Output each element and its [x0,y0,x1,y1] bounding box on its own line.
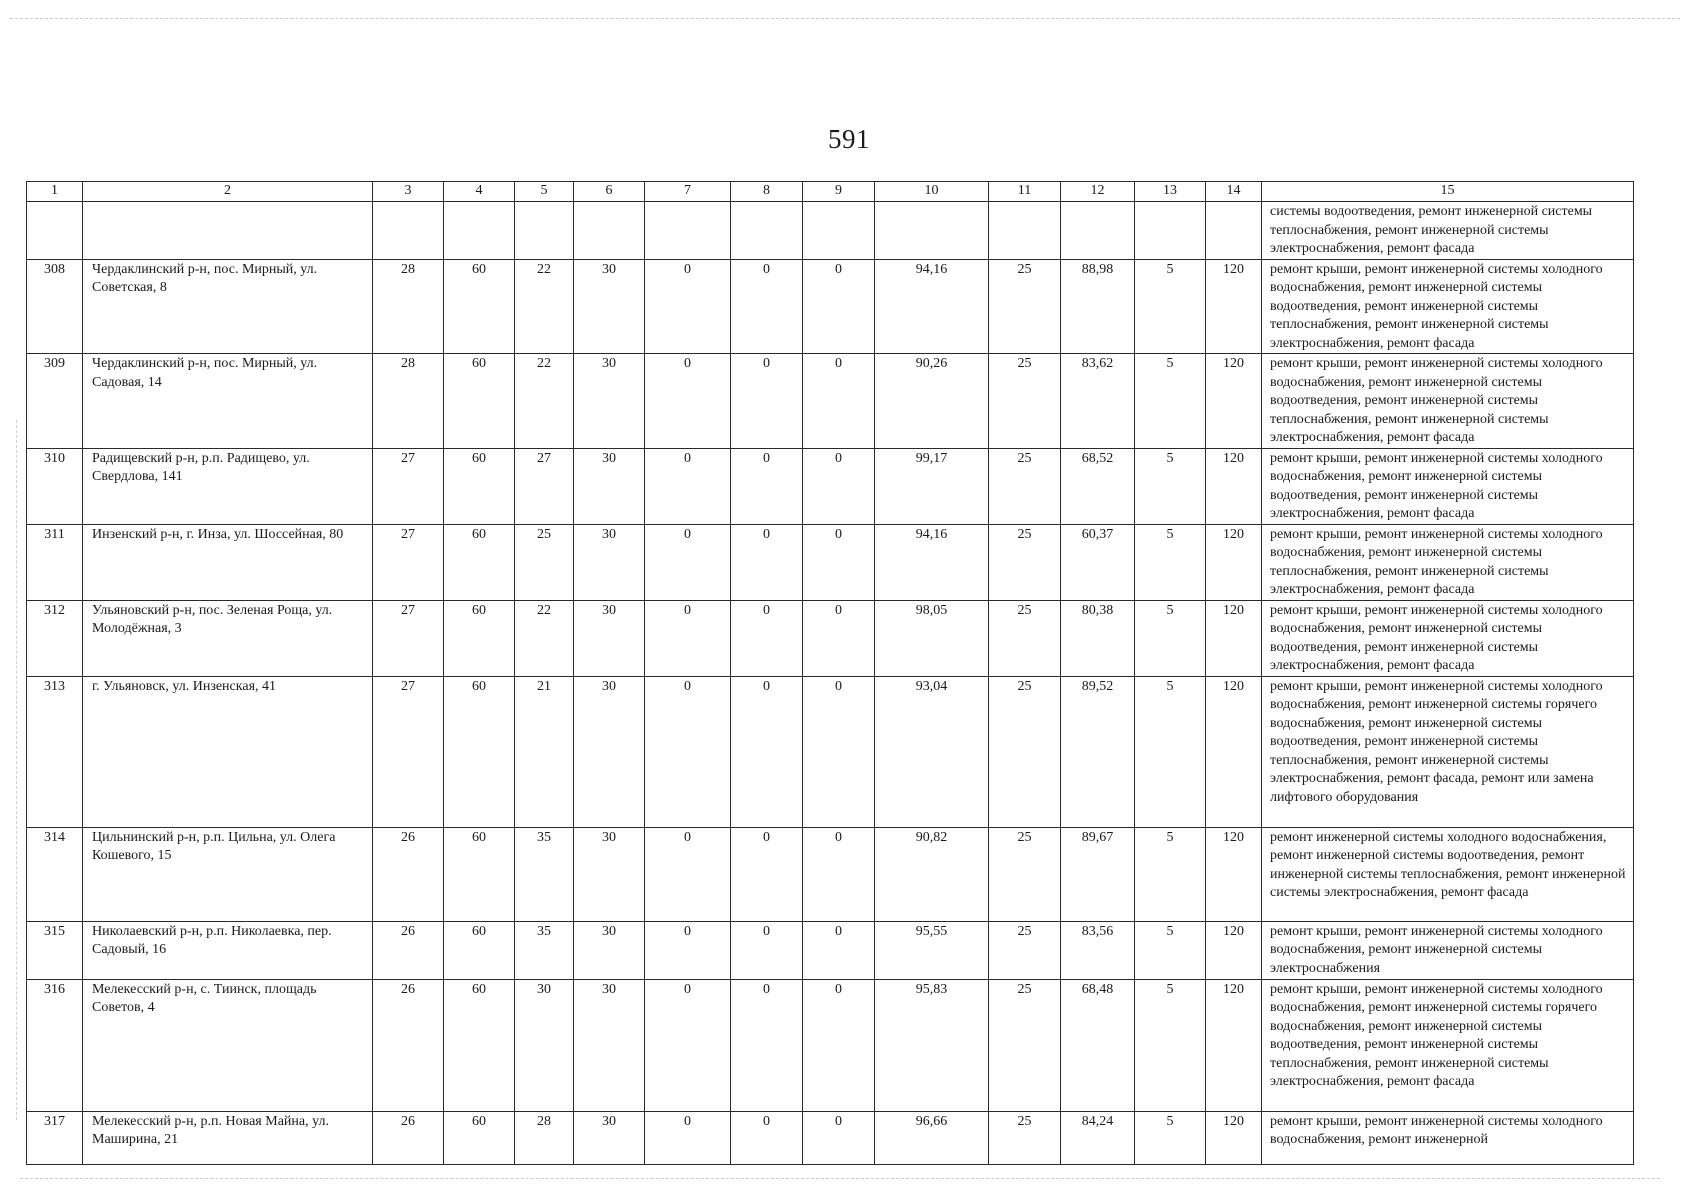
value-cell-6: 30 [574,354,645,449]
value-cell-11: 25 [989,600,1061,676]
empty-cell [875,202,989,260]
value-cell-13: 5 [1135,259,1206,354]
header-cell: 12 [1061,182,1135,202]
value-cell-6: 30 [574,600,645,676]
address-cell: Чердаклинский р-н, пос. Мирный, ул. Советская, 8 [83,259,373,354]
empty-cell [1061,202,1135,260]
value-cell-8: 0 [731,600,803,676]
value-cell-10: 90,82 [875,827,989,921]
value-cell-5: 25 [515,524,574,600]
table-row [27,524,1634,600]
value-cell-8: 0 [731,524,803,600]
value-cell-10: 94,16 [875,259,989,354]
address-cell: Инзенский р-н, г. Инза, ул. Шоссейная, 80 [83,524,373,600]
value-cell-11: 25 [989,524,1061,600]
header-cell: 2 [83,182,373,202]
scan-edge-left [16,420,17,1120]
works-cell: ремонт крыши, ремонт инженерной системы холодного водоснабжения, ремонт инженерной системы горячего водоснабжения, ремонт инженерной системы водоотведения, ремонт инженерной системы теплоснабжения, ремонт инженерной системы электроснабжения, ремонт фасада [1262,979,1634,1111]
value-cell-6: 30 [574,1111,645,1164]
value-cell-13: 5 [1135,676,1206,827]
table-row [27,827,1634,921]
value-cell-7: 0 [645,921,731,979]
value-cell-5: 22 [515,259,574,354]
row-number-cell: 313 [27,676,83,827]
value-cell-14: 120 [1206,827,1262,921]
table-row [27,354,1634,449]
value-cell-3: 27 [373,524,444,600]
value-cell-3: 27 [373,600,444,676]
empty-cell [373,202,444,260]
header-cell: 11 [989,182,1061,202]
value-cell-12: 83,62 [1061,354,1135,449]
header-cell: 13 [1135,182,1206,202]
works-cell: ремонт крыши, ремонт инженерной системы холодного водоснабжения, ремонт инженерной [1262,1111,1634,1164]
value-cell-10: 90,26 [875,354,989,449]
value-cell-11: 25 [989,827,1061,921]
value-cell-11: 25 [989,354,1061,449]
row-number-cell: 308 [27,259,83,354]
value-cell-10: 95,55 [875,921,989,979]
works-cell: ремонт крыши, ремонт инженерной системы холодного водоснабжения, ремонт инженерной системы теплоснабжения, ремонт инженерной системы электроснабжения, ремонт фасада [1262,524,1634,600]
value-cell-4: 60 [444,600,515,676]
empty-cell [645,202,731,260]
empty-cell [731,202,803,260]
value-cell-10: 99,17 [875,448,989,524]
row-number-cell: 316 [27,979,83,1111]
table-row [27,259,1634,354]
value-cell-8: 0 [731,259,803,354]
value-cell-3: 27 [373,448,444,524]
value-cell-12: 89,67 [1061,827,1135,921]
table-body [27,202,1634,1165]
value-cell-14: 120 [1206,448,1262,524]
value-cell-13: 5 [1135,600,1206,676]
value-cell-7: 0 [645,448,731,524]
value-cell-10: 93,04 [875,676,989,827]
value-cell-3: 26 [373,827,444,921]
column-number-row [27,182,1634,202]
address-cell: Радищевский р-н, р.п. Радищево, ул. Свердлова, 141 [83,448,373,524]
value-cell-10: 94,16 [875,524,989,600]
works-cell: ремонт крыши, ремонт инженерной системы холодного водоснабжения, ремонт инженерной системы водоотведения, ремонт инженерной системы теплоснабжения, ремонт инженерной системы электроснабжения, ремонт фасада [1262,354,1634,449]
value-cell-12: 84,24 [1061,1111,1135,1164]
value-cell-7: 0 [645,600,731,676]
header-cell: 6 [574,182,645,202]
empty-cell [989,202,1061,260]
value-cell-3: 28 [373,354,444,449]
value-cell-7: 0 [645,259,731,354]
value-cell-4: 60 [444,676,515,827]
repair-table [26,181,1634,1165]
works-cell: ремонт крыши, ремонт инженерной системы холодного водоснабжения, ремонт инженерной системы водоотведения, ремонт инженерной системы теплоснабжения, ремонт инженерной системы электроснабжения, ремонт фасада [1262,259,1634,354]
value-cell-14: 120 [1206,1111,1262,1164]
value-cell-10: 95,83 [875,979,989,1111]
value-cell-3: 27 [373,676,444,827]
empty-cell [1206,202,1262,260]
value-cell-5: 35 [515,827,574,921]
value-cell-14: 120 [1206,979,1262,1111]
header-cell: 9 [803,182,875,202]
empty-cell [515,202,574,260]
value-cell-5: 21 [515,676,574,827]
value-cell-3: 28 [373,259,444,354]
header-cell: 1 [27,182,83,202]
value-cell-12: 68,52 [1061,448,1135,524]
value-cell-6: 30 [574,524,645,600]
scan-edge-top [10,18,1680,19]
value-cell-12: 83,56 [1061,921,1135,979]
value-cell-14: 120 [1206,354,1262,449]
value-cell-6: 30 [574,448,645,524]
value-cell-4: 60 [444,259,515,354]
value-cell-5: 22 [515,354,574,449]
works-cell: ремонт крыши, ремонт инженерной системы холодного водоснабжения, ремонт инженерной системы водоотведения, ремонт инженерной системы электроснабжения, ремонт фасада [1262,600,1634,676]
empty-cell [444,202,515,260]
value-cell-8: 0 [731,354,803,449]
value-cell-9: 0 [803,600,875,676]
address-cell: Мелекесский р-н, с. Тиинск, площадь Советов, 4 [83,979,373,1111]
page-number: 591 [828,124,870,154]
value-cell-13: 5 [1135,979,1206,1111]
value-cell-9: 0 [803,676,875,827]
value-cell-7: 0 [645,524,731,600]
value-cell-11: 25 [989,259,1061,354]
value-cell-13: 5 [1135,524,1206,600]
value-cell-4: 60 [444,354,515,449]
header-cell: 10 [875,182,989,202]
value-cell-7: 0 [645,354,731,449]
value-cell-8: 0 [731,1111,803,1164]
value-cell-6: 30 [574,827,645,921]
value-cell-13: 5 [1135,448,1206,524]
value-cell-7: 0 [645,676,731,827]
value-cell-13: 5 [1135,1111,1206,1164]
value-cell-6: 30 [574,259,645,354]
value-cell-6: 30 [574,921,645,979]
value-cell-11: 25 [989,979,1061,1111]
address-cell: Ульяновский р-н, пос. Зеленая Роща, ул. Молодёжная, 3 [83,600,373,676]
header-cell: 8 [731,182,803,202]
value-cell-14: 120 [1206,259,1262,354]
value-cell-7: 0 [645,827,731,921]
value-cell-8: 0 [731,979,803,1111]
value-cell-8: 0 [731,676,803,827]
value-cell-4: 60 [444,448,515,524]
row-number-cell: 311 [27,524,83,600]
address-cell: Чердаклинский р-н, пос. Мирный, ул. Садовая, 14 [83,354,373,449]
value-cell-12: 80,38 [1061,600,1135,676]
row-number-cell: 314 [27,827,83,921]
value-cell-13: 5 [1135,921,1206,979]
value-cell-8: 0 [731,827,803,921]
address-cell: Цильнинский р-н, р.п. Цильна, ул. Олега Кошевого, 15 [83,827,373,921]
value-cell-5: 35 [515,921,574,979]
value-cell-11: 25 [989,1111,1061,1164]
value-cell-10: 96,66 [875,1111,989,1164]
row-number-cell: 317 [27,1111,83,1164]
header-cell: 15 [1262,182,1634,202]
value-cell-7: 0 [645,1111,731,1164]
value-cell-3: 26 [373,1111,444,1164]
works-cell: ремонт инженерной системы холодного водоснабжения, ремонт инженерной системы водоотведения, ремонт инженерной системы теплоснабжения, ремонт инженерной системы электроснабжения, ремонт фасада [1262,827,1634,921]
value-cell-7: 0 [645,979,731,1111]
value-cell-9: 0 [803,259,875,354]
header-cell: 14 [1206,182,1262,202]
value-cell-12: 88,98 [1061,259,1135,354]
value-cell-9: 0 [803,354,875,449]
value-cell-9: 0 [803,827,875,921]
value-cell-9: 0 [803,1111,875,1164]
value-cell-4: 60 [444,979,515,1111]
row-number-cell: 309 [27,354,83,449]
address-cell: Николаевский р-н, р.п. Николаевка, пер. Садовый, 16 [83,921,373,979]
empty-cell [27,202,83,260]
table-row [27,1111,1634,1164]
value-cell-6: 30 [574,979,645,1111]
value-cell-12: 89,52 [1061,676,1135,827]
continuation-row [27,202,1634,260]
value-cell-14: 120 [1206,524,1262,600]
table-row [27,676,1634,827]
value-cell-4: 60 [444,524,515,600]
value-cell-9: 0 [803,921,875,979]
value-cell-14: 120 [1206,676,1262,827]
works-cell: ремонт крыши, ремонт инженерной системы холодного водоснабжения, ремонт инженерной системы горячего водоснабжения, ремонт инженерной системы водоотведения, ремонт инженерной системы теплоснабжения, ремонт инженерной системы электроснабжения, ремонт фасада, ремонт или замена лифтового оборудования [1262,676,1634,827]
value-cell-12: 68,48 [1061,979,1135,1111]
value-cell-11: 25 [989,676,1061,827]
empty-cell [83,202,373,260]
table-row [27,448,1634,524]
header-cell: 5 [515,182,574,202]
value-cell-13: 5 [1135,827,1206,921]
empty-cell [803,202,875,260]
table-row [27,600,1634,676]
header-cell: 3 [373,182,444,202]
value-cell-11: 25 [989,921,1061,979]
value-cell-5: 22 [515,600,574,676]
value-cell-6: 30 [574,676,645,827]
value-cell-9: 0 [803,524,875,600]
value-cell-3: 26 [373,921,444,979]
row-number-cell: 315 [27,921,83,979]
address-cell: г. Ульяновск, ул. Инзенская, 41 [83,676,373,827]
value-cell-4: 60 [444,921,515,979]
scan-edge-bottom [20,1178,1660,1179]
value-cell-4: 60 [444,1111,515,1164]
table-row [27,979,1634,1111]
value-cell-14: 120 [1206,600,1262,676]
empty-cell [574,202,645,260]
header-cell: 4 [444,182,515,202]
works-cell: ремонт крыши, ремонт инженерной системы холодного водоснабжения, ремонт инженерной системы водоотведения, ремонт инженерной системы электроснабжения, ремонт фасада [1262,448,1634,524]
value-cell-11: 25 [989,448,1061,524]
value-cell-8: 0 [731,921,803,979]
value-cell-4: 60 [444,827,515,921]
value-cell-5: 27 [515,448,574,524]
value-cell-10: 98,05 [875,600,989,676]
value-cell-14: 120 [1206,921,1262,979]
value-cell-9: 0 [803,448,875,524]
value-cell-13: 5 [1135,354,1206,449]
row-number-cell: 310 [27,448,83,524]
value-cell-5: 30 [515,979,574,1111]
value-cell-12: 60,37 [1061,524,1135,600]
value-cell-3: 26 [373,979,444,1111]
row-number-cell: 312 [27,600,83,676]
value-cell-9: 0 [803,979,875,1111]
table-row [27,921,1634,979]
empty-cell [1135,202,1206,260]
header-cell: 7 [645,182,731,202]
value-cell-8: 0 [731,448,803,524]
works-cell: ремонт крыши, ремонт инженерной системы холодного водоснабжения, ремонт инженерной системы электроснабжения [1262,921,1634,979]
works-cell: системы водоотведения, ремонт инженерной системы теплоснабжения, ремонт инженерной системы электроснабжения, ремонт фасада [1262,202,1634,260]
address-cell: Мелекесский р-н, р.п. Новая Майна, ул. Маширина, 21 [83,1111,373,1164]
value-cell-5: 28 [515,1111,574,1164]
